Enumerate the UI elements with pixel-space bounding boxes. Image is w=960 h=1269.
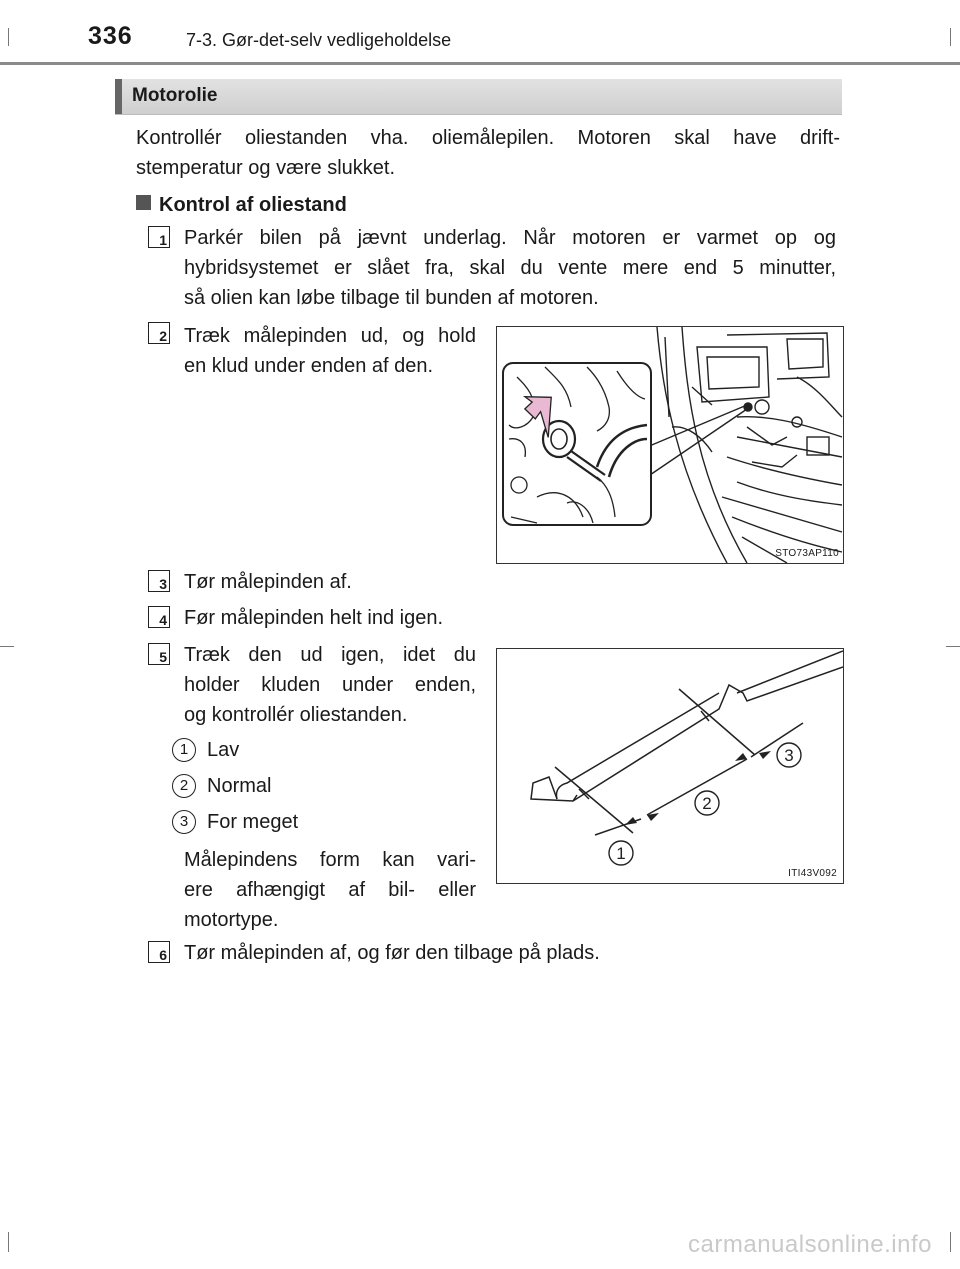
- level-number: 2: [172, 774, 196, 798]
- square-bullet-icon: [136, 195, 151, 210]
- level-label: Lav: [207, 739, 240, 761]
- note-text: ere afhængigt af bil- eller: [184, 879, 476, 901]
- engine-dipstick-illustration: [496, 326, 844, 564]
- step-badge: 4: [148, 606, 170, 628]
- page-number: 336: [88, 22, 133, 50]
- figure-code: STO73AP110: [775, 548, 839, 559]
- level-number: 1: [172, 738, 196, 762]
- step-text: Træk den ud igen, idet du: [184, 644, 476, 666]
- chapter-title: 7-3. Gør-det-selv vedligeholdelse: [186, 30, 452, 50]
- crop-mark: [946, 646, 960, 647]
- step-badge: 6: [148, 941, 170, 963]
- crop-mark: [950, 1232, 951, 1252]
- watermark-text: carmanualsonline.info: [688, 1231, 932, 1258]
- step-badge: 3: [148, 570, 170, 592]
- step-text: Tør målepinden af, og før den tilbage på plads.: [184, 942, 600, 964]
- section-title: Motorolie: [132, 85, 218, 106]
- step-text: og kontrollér oliestanden.: [184, 704, 408, 726]
- intro-line: Kontrollér oliestanden vha. oliemålepilen. Motoren skal have drift-: [136, 127, 840, 149]
- step-text: Parkér bilen på jævnt underlag. Når motoren er varmet op og: [184, 227, 836, 249]
- crop-mark: [950, 28, 951, 46]
- intro-line: stemperatur og være slukket.: [136, 157, 395, 179]
- subheading: [136, 190, 347, 220]
- step-badge: 1: [148, 226, 170, 248]
- callout-number: 1: [616, 844, 626, 863]
- header-divider: [0, 62, 960, 65]
- step-badge: 5: [148, 643, 170, 665]
- step-text: Før målepinden helt ind igen.: [184, 607, 444, 629]
- step-text: så olien kan løbe tilbage til bunden af motoren.: [184, 287, 599, 309]
- section-header: [115, 79, 842, 115]
- dipstick-level-illustration: [496, 648, 844, 884]
- step-text: Tør målepinden af.: [184, 571, 352, 593]
- note-text: motortype.: [184, 909, 279, 931]
- subheading-text: Kontrol af oliestand: [159, 194, 347, 216]
- callout-number: 3: [784, 746, 794, 765]
- step-text: hybridsystemet er slået fra, skal du vente mere end 5 minutter,: [184, 257, 836, 279]
- step-text: en klud under enden af den.: [184, 355, 434, 377]
- crop-mark: [0, 646, 14, 647]
- section-accent: [115, 79, 122, 114]
- crop-mark: [8, 28, 9, 46]
- level-label: For meget: [207, 811, 299, 833]
- engine-bay-drawing: [497, 327, 843, 563]
- note-text: Målepindens form kan vari-: [184, 849, 476, 871]
- level-number: 3: [172, 810, 196, 834]
- figure-code: ITI43V092: [788, 868, 837, 879]
- callout-number: 2: [702, 794, 712, 813]
- crop-mark: [8, 1232, 9, 1252]
- step-text: holder kluden under enden,: [184, 674, 476, 696]
- level-label: Normal: [207, 775, 272, 797]
- step-text: Træk målepinden ud, og hold: [184, 325, 476, 347]
- dipstick-drawing: [497, 649, 843, 883]
- step-badge: 2: [148, 322, 170, 344]
